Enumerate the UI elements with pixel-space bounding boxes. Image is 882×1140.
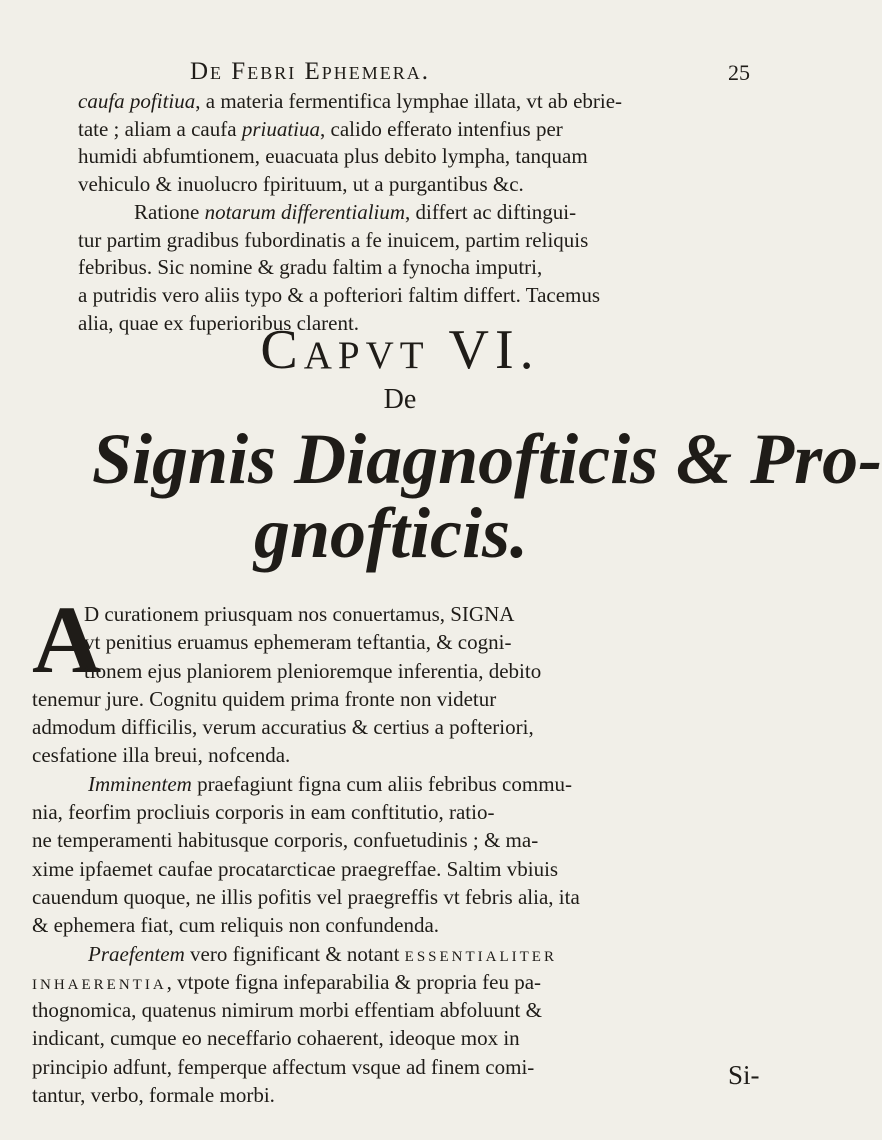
text-line: principio adfunt, femperque affectum vsque ad finem comi-	[32, 1054, 535, 1079]
page-number: 25	[728, 60, 750, 85]
text-line: cesfatione illa breui, nofcenda.	[32, 743, 291, 768]
text-line	[78, 199, 768, 227]
text-line: vt penitius eruamus ephemeram teftantia, & cogni-	[84, 630, 512, 655]
text-line: tantur, verbo, formale morbi.	[32, 1083, 275, 1108]
text-line: D curationem priusquam nos conuertamus, SIGNA	[84, 602, 515, 626]
text-line: vehiculo & inuolucro fpirituum, ut a purgantibus &c.	[78, 172, 524, 197]
text-line	[32, 968, 768, 996]
spaced-term: essentialiter	[404, 941, 557, 966]
text-line	[32, 940, 768, 968]
text-line: admodum difficilis, verum accuratius & certius a pofteriori,	[32, 715, 534, 740]
main-text	[32, 600, 768, 1109]
text-line	[78, 116, 768, 144]
italic-term: Praefentem	[88, 941, 185, 966]
top-paragraph	[78, 88, 768, 337]
text-line	[78, 88, 768, 116]
text-run: vero fignificant & notant	[184, 941, 405, 966]
spaced-term: inhaerentia	[32, 969, 167, 994]
running-head	[190, 58, 750, 90]
text-line: humidi abfumtionem, euacuata plus debito lympha, tanquam	[78, 144, 588, 169]
text-run: , vtpote figna infeparabilia & propria feu pa-	[166, 969, 542, 994]
text-line	[32, 770, 768, 798]
text-run: Ratione	[134, 199, 205, 224]
text-line: alia, quae ex fuperioribus clarent.	[78, 310, 360, 335]
chapter-title-line1: Signis Diagnofticis & Pro-	[92, 419, 882, 499]
chapter-label: Capvt VI.	[260, 319, 540, 381]
text-line: cauendum quoque, ne illis pofitis vel praegreffis vt febris alia, ita	[32, 884, 580, 909]
chapter-title-line2: gnofticis.	[254, 493, 529, 573]
chapter-de: De	[383, 384, 417, 415]
italic-term: caufa pofitiua	[78, 89, 196, 113]
italic-term: notarum differentialium	[204, 199, 406, 224]
text-line: tenemur jure. Cognitu quidem prima fronte non videtur	[32, 686, 497, 711]
text-run: praefagiunt figna cum aliis febribus commu-	[191, 771, 573, 796]
text-run: tate ; aliam a caufa	[78, 116, 242, 141]
text-line: ne temperamenti habitusque corporis, confuetudinis ; & ma-	[32, 828, 539, 853]
text-line: nia, feorfim procliuis corporis in eam conftitutio, ratio-	[32, 800, 495, 825]
text-line: tionem ejus planiorem plenioremque inferentia, debito	[84, 658, 542, 683]
text-run: , differt ac diftingui-	[405, 199, 577, 224]
running-title: De Febri Ephemera.	[190, 58, 430, 85]
text-line: tur partim gradibus fubordinatis a fe inuicem, partim reliquis	[78, 227, 589, 252]
text-line: indicant, cumque eo neceffario cohaerent, ideoque mox in	[32, 1026, 520, 1051]
text-line: & ephemera fiat, cum reliquis non confundenda.	[32, 913, 440, 938]
text-line: xime ipfaemet caufae procatarcticae praegreffae. Saltim vbiuis	[32, 856, 559, 881]
drop-capital: A	[32, 586, 102, 693]
italic-term: Imminentem	[88, 771, 192, 796]
italic-term: priuatiua	[241, 116, 321, 141]
text-run: , calido efferato intenfius per	[320, 116, 563, 141]
text-line: a putridis vero aliis typo & a pofteriori faltim differt. Tacemus	[78, 282, 601, 307]
text-run: , a materia fermentifica lymphae illata, vt ab ebrie-	[195, 89, 623, 113]
catchword: Si-	[728, 1060, 760, 1090]
text-line: thognomica, quatenus nimirum morbi effentiam abfoluunt &	[32, 998, 542, 1023]
text-line: febribus. Sic nomine & gradu faltim a fynocha imputri,	[78, 255, 543, 280]
